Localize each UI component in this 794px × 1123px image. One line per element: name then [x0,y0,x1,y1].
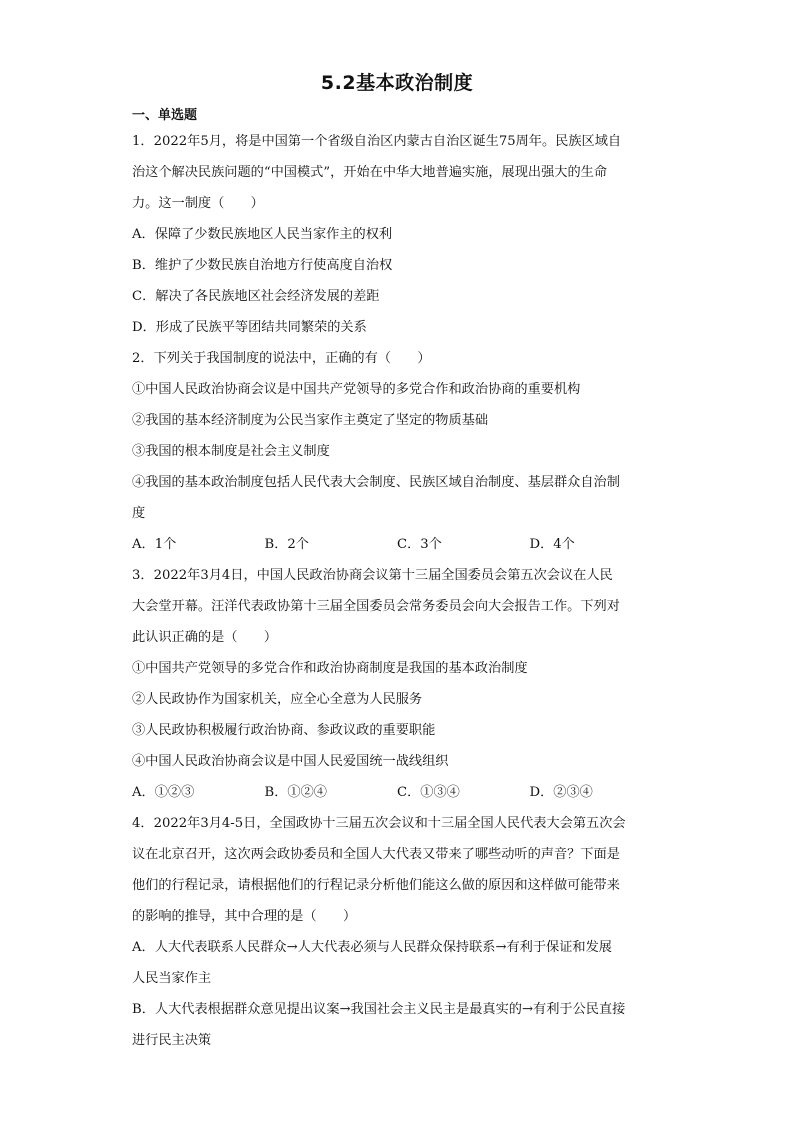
statement-item: ③人民政协积极履行政治协商、参政议政的重要职能 [132,723,436,738]
option-b-continued: 进行民主决策 [132,1033,212,1048]
option-row [132,529,662,560]
statement-item: ①中国共产党领导的多党合作和政治协商制度是我国的基本政治制度 [132,661,528,676]
question-list [132,126,662,1056]
statement-item: 度 [132,506,146,521]
option-a-continued: 人民当家作主 [132,971,212,986]
option-d: D．4个 [529,537,575,552]
option-c: C．3个 [397,537,442,552]
option-a: A．人大代表联系人民群众→人大代表必须与人民群众保持联系→有利于保证和发展 [132,940,612,955]
statement-item: ②我国的基本经济制度为公民当家作主奠定了坚定的物质基础 [132,413,489,428]
question-text: 的影响的推导，其中合理的是（ ） [132,909,357,924]
option-d: D．②③④ [529,785,593,800]
question-text: 1．2022年5月，将是中国第一个省级自治区内蒙古自治区诞生75周年。民族区域自 [132,134,622,149]
question-1 [132,126,662,343]
option-b: B．人大代表根据群众意见提出议案→我国社会主义民主是最真实的→有利于公民直接 [132,1002,626,1017]
question-text: 大会堂开幕。汪洋代表政协第十三届全国委员会常务委员会向大会报告工作。下列对 [132,599,620,614]
section-heading: 一、单选题 [132,108,198,123]
statement-item: ④我国的基本政治制度包括人民代表大会制度、民族区域自治制度、基层群众自治制 [132,475,620,490]
option-a: A．①②③ [132,785,195,800]
statement-item: ④中国人民政治协商会议是中国人民爱国统一战线组织 [132,754,449,769]
option-row [132,777,662,808]
option-a: A．保障了少数民族地区人民当家作主的权利 [132,227,393,242]
option-c: C．①③④ [397,785,460,800]
option-b: B．①②④ [264,785,327,800]
page-title: 5.2基本政治制度 [320,72,474,94]
option-c: C．解决了各民族地区社会经济发展的差距 [132,289,380,304]
option-b: B．2个 [264,537,309,552]
question-text: 4．2022年3月4-5日，全国政协十三届五次会议和十三届全国人民代表大会第五次会 [132,816,626,831]
question-text: 3．2022年3月4日，中国人民政治协商会议第十三届全国委员会第五次会议在人民 [132,568,613,583]
statement-item: ③我国的根本制度是社会主义制度 [132,444,330,459]
question-text: 他们的行程记录，请根据他们的行程记录分析他们能这么做的原因和这样做可能带来 [132,878,620,893]
option-a: A．1个 [132,537,177,552]
option-d: D．形成了民族平等团结共同繁荣的关系 [132,320,367,335]
question-2 [132,343,662,560]
question-text: 力。这一制度（ ） [132,196,264,211]
option-b: B．维护了少数民族自治地方行使高度自治权 [132,258,393,273]
question-4 [132,808,662,1056]
statement-item: ②人民政协作为国家机关，应全心全意为人民服务 [132,692,423,707]
statement-item: ①中国人民政治协商会议是中国共产党领导的多党合作和政治协商的重要机构 [132,382,581,397]
question-text: 议在北京召开，这次两会政协委员和全国人大代表又带来了哪些动听的声音？下面是 [132,847,620,862]
question-text: 2．下列关于我国制度的说法中，正确的有（ ） [132,351,431,366]
question-text: 治这个解决民族问题的“中国模式”，开始在中华大地普遍实施，展现出强大的生命 [132,165,608,180]
question-3 [132,560,662,808]
question-text: 此认识正确的是（ ） [132,630,278,645]
